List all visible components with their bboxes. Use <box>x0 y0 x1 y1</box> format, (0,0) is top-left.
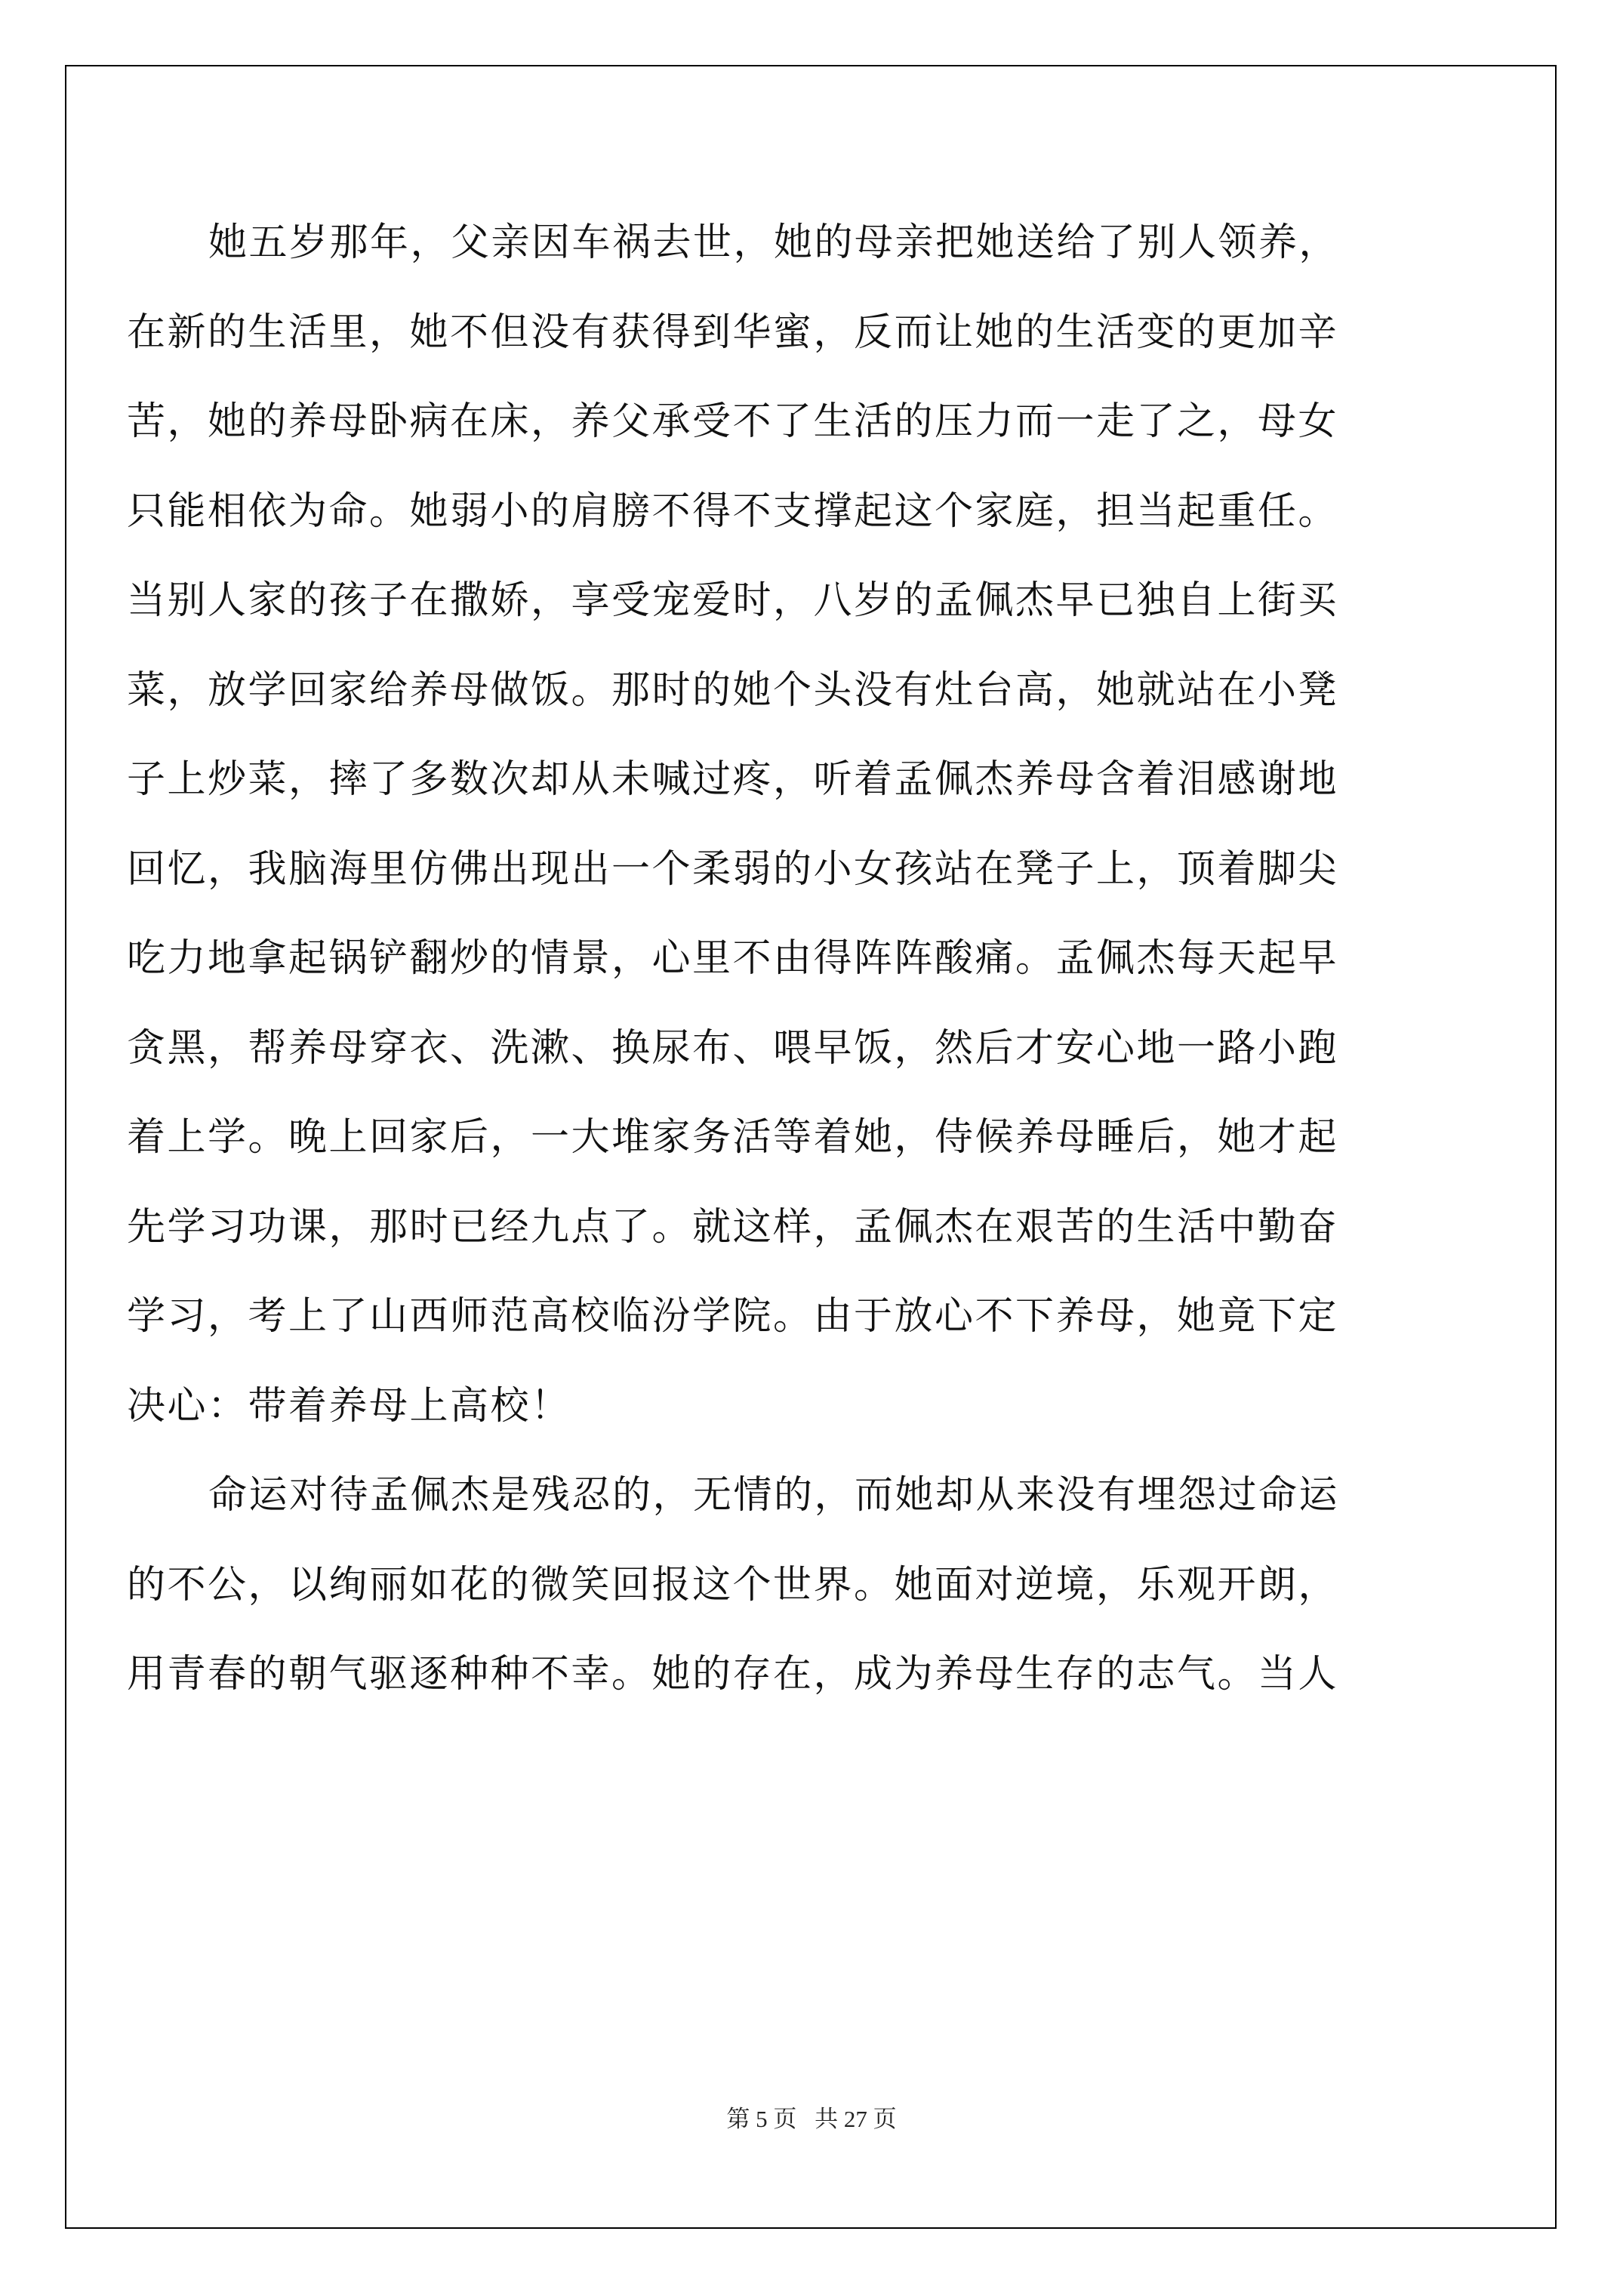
page-number: 第 5 页 <box>726 2106 797 2132</box>
paragraph-1-line-9: 吃力地拿起锅铲翻炒的情景，心里不由得阵阵酸痛。孟佩杰每天起早 <box>127 936 1339 981</box>
paragraph-1-line-12: 先学习功课，那时已经九点了。就这样，孟佩杰在艰苦的生活中勤奋 <box>127 1204 1339 1250</box>
page-footer <box>0 2100 1623 2134</box>
paragraph-2-line-3: 用青春的朝气驱逐种种不幸。她的存在，成为养母生存的志气。当人 <box>127 1652 1339 1697</box>
paragraph-2-line-1: 命运对待孟佩杰是残忍的，无情的，而她却从来没有埋怨过命运 <box>208 1473 1340 1518</box>
paragraph-1-line-1: 她五岁那年，父亲因车祸去世，她的母亲把她送给了别人领养， <box>208 220 1340 265</box>
paragraph-2-line-2: 的不公，以绚丽如花的微笑回报这个世界。她面对逆境，乐观开朗， <box>127 1562 1339 1607</box>
paragraph-1-line-8: 回忆，我脑海里仿佛出现出一个柔弱的小女孩站在凳子上，顶着脚尖 <box>127 846 1339 892</box>
paragraph-1-line-11: 着上学。晚上回家后，一大堆家务活等着她，侍候养母睡后，她才起 <box>127 1115 1339 1160</box>
paragraph-1-line-10: 贪黑，帮养母穿衣、洗漱、换尿布、喂早饭，然后才安心地一路小跑 <box>127 1025 1339 1071</box>
paragraph-1-line-2: 在新的生活里，她不但没有获得到华蜜，反而让她的生活变的更加辛 <box>127 310 1339 355</box>
paragraph-1-line-5: 当别人家的孩子在撒娇，享受宠爱时，八岁的孟佩杰早已独自上街买 <box>127 578 1339 623</box>
paragraph-1-line-4: 只能相依为命。她弱小的肩膀不得不支撑起这个家庭，担当起重任。 <box>127 488 1339 534</box>
total-pages: 共 27 页 <box>815 2106 897 2132</box>
paragraph-1-line-14: 决心：带着养母上高校！ <box>127 1383 571 1428</box>
paragraph-1-line-3: 苦，她的养母卧病在床，养父承受不了生活的压力而一走了之，母女 <box>127 399 1339 444</box>
paragraph-1-line-6: 菜，放学回家给养母做饭。那时的她个头没有灶台高，她就站在小凳 <box>127 667 1339 713</box>
paragraph-1-line-13: 学习，考上了山西师范高校临汾学院。由于放心不下养母，她竟下定 <box>127 1294 1339 1339</box>
paragraph-1-line-7: 子上炒菜，摔了多数次却从未喊过疼，听着孟佩杰养母含着泪感谢地 <box>127 757 1339 802</box>
